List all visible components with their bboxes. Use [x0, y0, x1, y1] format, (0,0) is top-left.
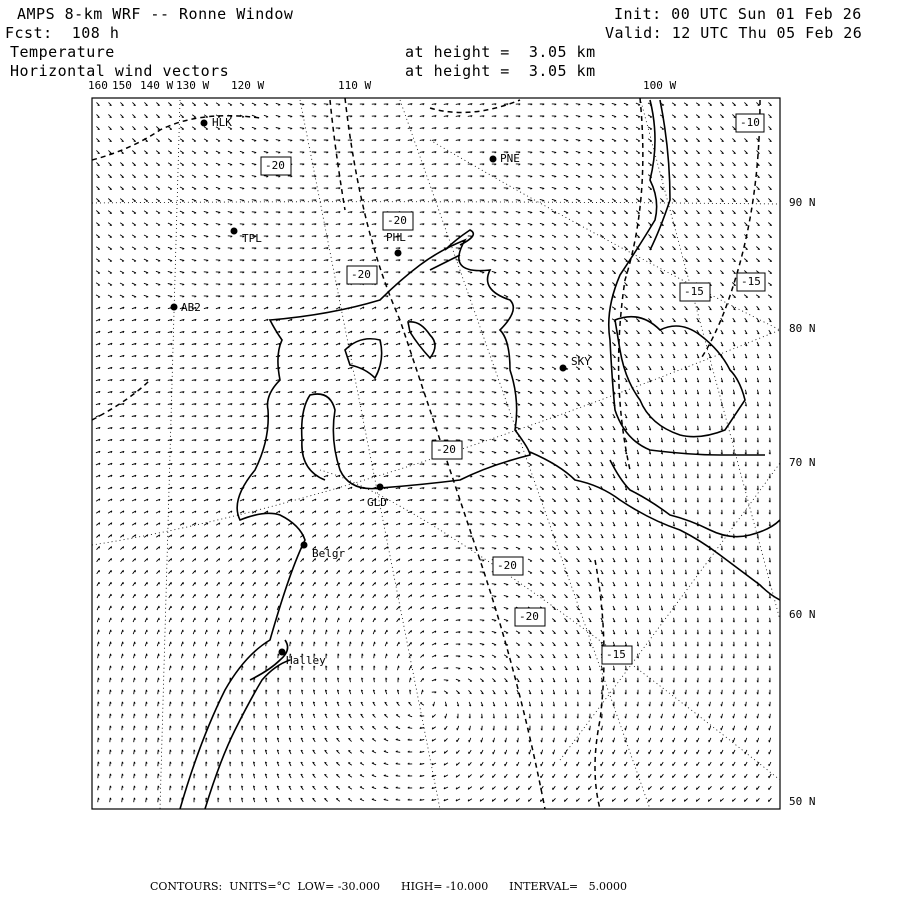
lat-label: 60 N — [789, 608, 816, 621]
lon-label: 110 W — [338, 79, 372, 92]
lon-label: 100 W — [643, 79, 677, 92]
station-label: PNE — [500, 152, 520, 165]
contour-label: -20 — [497, 559, 517, 572]
contour-label: -15 — [684, 285, 704, 298]
station-label: Halley — [286, 654, 326, 667]
map-title: AMPS 8-km WRF -- Ronne Window — [17, 5, 294, 23]
contour-label: -20 — [351, 268, 371, 281]
contour-info-footer: CONTOURS: UNITS=°C LOW= -30.000 HIGH= -10.000 INTERVAL= 5.0000 — [150, 880, 628, 893]
lat-label: 90 N — [789, 196, 816, 209]
contour-label: -15 — [741, 275, 761, 288]
contour-label: -15 — [606, 648, 626, 661]
contour-label: -20 — [387, 214, 407, 227]
station-label: AB2 — [181, 301, 201, 314]
station-label: GLD — [367, 496, 387, 509]
station-label: HLK — [212, 116, 232, 129]
lon-label: 140 W — [140, 79, 174, 92]
valid-time: Valid: 12 UTC Thu 05 Feb 26 — [605, 24, 863, 42]
coastlines — [180, 100, 780, 809]
height-wind: at height = 3.05 km — [405, 62, 596, 80]
contour-label: -20 — [436, 443, 456, 456]
lon-label: 130 W — [176, 79, 210, 92]
lat-label: 50 N — [789, 795, 816, 808]
lat-label: 80 N — [789, 322, 816, 335]
lat-label: 70 N — [789, 456, 816, 469]
station-label: PHL — [386, 231, 406, 244]
contour-label: -20 — [265, 159, 285, 172]
contour-label: -10 — [740, 116, 760, 129]
lon-label: 160 — [88, 79, 108, 92]
station-label: TPL — [242, 232, 262, 245]
field-temperature: Temperature — [10, 43, 115, 61]
temperature-contours — [92, 98, 760, 809]
station-label: Belgr — [312, 547, 346, 560]
contour-label: -20 — [519, 610, 539, 623]
init-time: Init: 00 UTC Sun 01 Feb 26 — [614, 5, 862, 23]
lon-label: 120 W — [231, 79, 265, 92]
station-label: SKY — [571, 355, 591, 368]
lon-label: 150 — [112, 79, 132, 92]
field-wind-vectors: Horizontal wind vectors — [10, 62, 230, 80]
height-temperature: at height = 3.05 km — [405, 43, 596, 61]
forecast-hour: Fcst: 108 h — [5, 24, 120, 42]
contour-label-boxes — [261, 114, 765, 664]
